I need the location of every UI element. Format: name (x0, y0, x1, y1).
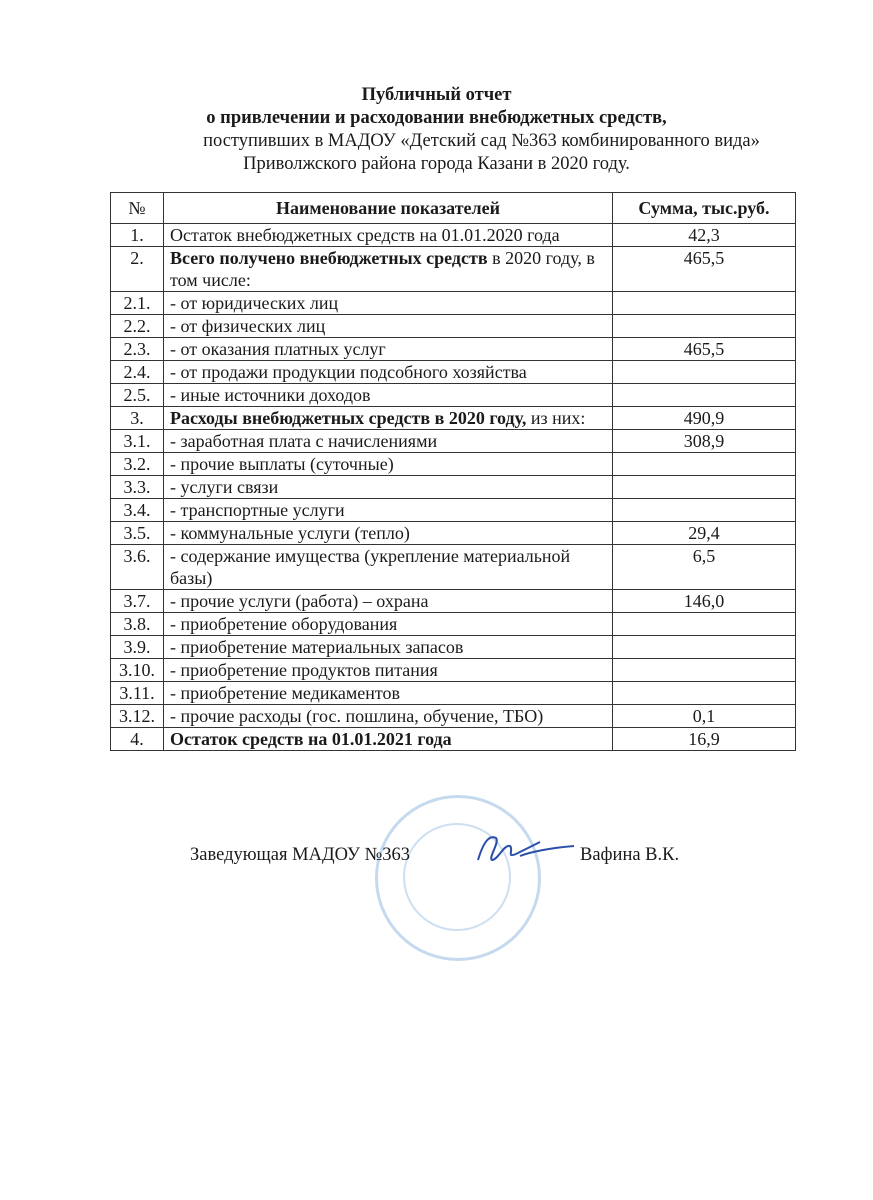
row-name (164, 728, 613, 751)
table-row (111, 728, 796, 751)
row-value (613, 499, 796, 522)
row-name (164, 430, 613, 453)
header-name: Наименование показателей (164, 193, 613, 224)
table-row (111, 476, 796, 499)
row-number: 3.11. (111, 682, 164, 705)
row-number: 3.5. (111, 522, 164, 545)
row-name (164, 407, 613, 430)
row-name (164, 476, 613, 499)
row-value (613, 659, 796, 682)
row-number: 3.7. (111, 590, 164, 613)
row-name (164, 545, 613, 590)
row-name-text: из них: (526, 408, 586, 428)
row-name-text: - приобретение продуктов питания (170, 660, 438, 680)
row-name (164, 522, 613, 545)
signer-name: Вафина В.К. (580, 845, 680, 865)
row-name (164, 613, 613, 636)
row-name (164, 636, 613, 659)
row-number: 3.10. (111, 659, 164, 682)
table-row (111, 636, 796, 659)
row-name (164, 499, 613, 522)
row-name-text: - приобретение медикаментов (170, 683, 401, 703)
row-value (613, 453, 796, 476)
row-value: 465,5 (613, 247, 796, 292)
table-row (111, 407, 796, 430)
row-name (164, 247, 613, 292)
table-row (111, 361, 796, 384)
row-value (613, 476, 796, 499)
row-value (613, 384, 796, 407)
row-value (613, 361, 796, 384)
table-row (111, 453, 796, 476)
table-row (111, 384, 796, 407)
row-name-text: - приобретение материальных запасов (170, 637, 464, 657)
row-value (613, 292, 796, 315)
title-line-2: о привлечении и расходовании внебюджетных средств, (206, 108, 667, 128)
row-name-text: - услуги связи (170, 477, 279, 497)
table-row (111, 705, 796, 728)
row-value: 0,1 (613, 705, 796, 728)
table-row (111, 430, 796, 453)
table-row (111, 682, 796, 705)
row-number: 3.6. (111, 545, 164, 590)
row-number: 3.1. (111, 430, 164, 453)
row-name-text: - приобретение оборудования (170, 614, 398, 634)
row-number: 3.4. (111, 499, 164, 522)
row-number: 4. (111, 728, 164, 751)
table-row (111, 247, 796, 292)
row-name (164, 315, 613, 338)
row-name-bold: Всего получено внебюджетных средств (170, 248, 488, 268)
row-value (613, 613, 796, 636)
row-name (164, 292, 613, 315)
row-number: 2.3. (111, 338, 164, 361)
row-value: 146,0 (613, 590, 796, 613)
row-name-text: в 2020 году, в том числе: (170, 248, 595, 290)
table-row (111, 315, 796, 338)
table-row (111, 292, 796, 315)
row-name-bold: Остаток средств на 01.01.2021 года (170, 729, 452, 749)
row-name (164, 659, 613, 682)
title-line-1: Публичный отчет (361, 85, 512, 105)
row-value (613, 315, 796, 338)
row-number: 3.2. (111, 453, 164, 476)
row-name-text: - иные источники доходов (170, 385, 371, 405)
row-number: 2.5. (111, 384, 164, 407)
row-name (164, 338, 613, 361)
row-value (613, 636, 796, 659)
row-name-text: - прочие выплаты (суточные) (170, 454, 394, 474)
row-value: 16,9 (613, 728, 796, 751)
row-name-text: - прочие расходы (гос. пошлина, обучение, ТБО) (170, 706, 544, 726)
row-name-text: - от оказания платных услуг (170, 339, 386, 359)
row-name (164, 682, 613, 705)
table-row (111, 613, 796, 636)
row-number: 2. (111, 247, 164, 292)
row-name (164, 224, 613, 247)
row-value: 308,9 (613, 430, 796, 453)
table-header-row (111, 193, 796, 224)
table-row (111, 499, 796, 522)
row-value: 490,9 (613, 407, 796, 430)
document-title (0, 84, 873, 176)
row-value: 6,5 (613, 545, 796, 590)
row-number: 2.1. (111, 292, 164, 315)
signer-position: Заведующая МАДОУ №363 (190, 845, 411, 865)
row-number: 2.2. (111, 315, 164, 338)
row-number: 1. (111, 224, 164, 247)
title-line-4: Приволжского района города Казани в 2020 году. (243, 154, 630, 174)
table-row (111, 590, 796, 613)
row-number: 2.4. (111, 361, 164, 384)
report-table (110, 192, 796, 751)
row-number: 3.12. (111, 705, 164, 728)
row-name-text: - прочие услуги (работа) – охрана (170, 591, 429, 611)
row-value: 465,5 (613, 338, 796, 361)
signature (470, 830, 580, 870)
row-name (164, 590, 613, 613)
row-value (613, 682, 796, 705)
table-row (111, 659, 796, 682)
table-row (111, 224, 796, 247)
row-name (164, 361, 613, 384)
table-row (111, 522, 796, 545)
row-name-text: - транспортные услуги (170, 500, 345, 520)
row-name (164, 453, 613, 476)
row-number: 3.3. (111, 476, 164, 499)
row-name-text: - коммунальные услуги (тепло) (170, 523, 410, 543)
row-name-text: - содержание имущества (укрепление материальной базы) (170, 546, 571, 588)
header-sum: Сумма, тыс.руб. (613, 193, 796, 224)
row-name (164, 384, 613, 407)
row-name-text: - от юридических лиц (170, 293, 339, 313)
table-row (111, 545, 796, 590)
row-number: 3.9. (111, 636, 164, 659)
row-name-text: Остаток внебюджетных средств на 01.01.2020 года (170, 225, 560, 245)
row-name-bold: Расходы внебюджетных средств в 2020 году, (170, 408, 527, 428)
row-name (164, 705, 613, 728)
row-number: 3.8. (111, 613, 164, 636)
table-row (111, 338, 796, 361)
row-number: 3. (111, 407, 164, 430)
title-line-3: поступивших в МАДОУ «Детский сад №363 комбинированного вида» (203, 131, 760, 151)
row-name-text: - от физических лиц (170, 316, 326, 336)
stamp-seal (375, 795, 541, 961)
header-num: № (111, 193, 164, 224)
row-value: 42,3 (613, 224, 796, 247)
row-value: 29,4 (613, 522, 796, 545)
row-name-text: - заработная плата с начислениями (170, 431, 438, 451)
row-name-text: - от продажи продукции подсобного хозяйства (170, 362, 527, 382)
